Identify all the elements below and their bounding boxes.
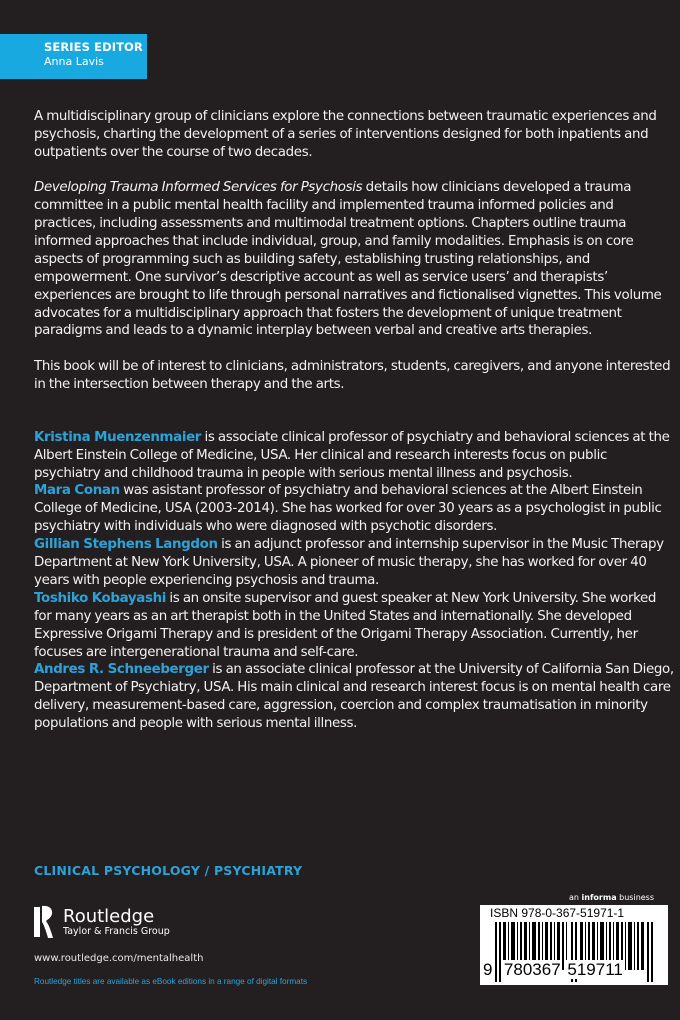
author-bio-text: was asistant professor of psychiatry and behavioral sciences at the Albert Einstein College of Medicine, USA (2003-2014). She has worked for over 30 years as a psychologist in public psychiatry with individuals who were diagnosed with psychotic disorders.: [34, 483, 662, 535]
author-bio: [34, 482, 674, 536]
author-name: Andres R. Schneeberger: [34, 662, 209, 678]
barcode-digits: 9 780367 519711: [483, 960, 623, 979]
author-name: Toshiko Kobayashi: [34, 590, 167, 606]
author-name: Gillian Stephens Langdon: [34, 537, 218, 553]
description-paragraph-1: A multidisciplinary group of clinicians explore the connections between traumatic experiences and psychosis, charting the development of a series of interventions designed for both inpatients and outpatients over the course of two decades.: [34, 109, 657, 160]
series-editor-name: Anna Lavis: [44, 55, 104, 68]
r-glyph-icon: [41, 905, 54, 939]
informa-business-label: an informa business: [569, 893, 655, 902]
publisher-group: Taylor & Francis Group: [63, 925, 170, 937]
routledge-r-icon: [34, 905, 54, 939]
author-name: Mara Conan: [34, 483, 120, 499]
isbn-barcode: [480, 905, 668, 985]
ebook-note: Routledge titles are available as eBook editions in a range of digital formats: [34, 977, 308, 986]
author-bios: [34, 429, 674, 733]
author-bio: [34, 429, 674, 483]
series-editor-box: [0, 34, 147, 79]
subject-category: CLINICAL PSYCHOLOGY / PSYCHIATRY: [34, 863, 303, 878]
author-bio: [34, 590, 674, 662]
author-bio: [34, 661, 674, 733]
publisher-url[interactable]: www.routledge.com/mentalhealth: [34, 953, 204, 964]
author-bio: [34, 536, 674, 590]
series-editor-title: SERIES EDITOR: [44, 40, 143, 54]
book-title-italic: Developing Trauma Informed Services for Psychosis: [34, 180, 363, 196]
author-bio-text: is an adjunct professor and internship supervisor in the Music Therapy Department at New York University, USA. A pioneer of music therapy, she has worked for over 40 years with people experiencing psychosis and trauma.: [34, 537, 664, 588]
description-paragraph-2-text: details how clinicians developed a trauma committee in a public mental health facility and implemented trauma informed policies and practices, including assessments and multimodal treatment options. Chapters outline trauma informed approaches that include individual, group, and family modalities. Emphasis is on core aspects of programming such as building safety, establishing trusting relationships, and empowerment. One survivor’s descriptive account as well as service users’ and therapists’ experiences are brought to life through personal narratives and fictionalised vignettes. This volume advocates for a multidisciplinary approach that fosters the development of unique treatment paradigms and leads to a dynamic interplay between verbal and creative arts therapies.: [34, 180, 662, 339]
back-cover-content: [34, 108, 674, 733]
author-bio-text: is an associate clinical professor at the University of California San Diego, Department of Psychiatry, USA. His main clinical and research interest focus is on mental health care delivery, measurement-based care, aggression, coercion and complex traumatisation in minority populations and people with serious mental illness.: [34, 662, 674, 732]
author-bio-text: is an onsite supervisor and guest speaker at New York University. She worked for many years as an art therapist both in the United States and internationally. She developed Expressive Origami Therapy and is president of the Origami Therapy Association. Currently, her focuses are intergenerational trauma and self-care.: [34, 590, 657, 660]
description-paragraph-3: This book will be of interest to clinicians, administrators, students, caregivers, and anyone interested in the intersection between therapy and the arts.: [34, 358, 671, 392]
author-name: Kristina Muenzenmaier: [34, 429, 202, 445]
description-paragraph-2: [34, 179, 674, 340]
author-bio-text: is associate clinical professor of psychiatry and behavioral sciences at the Albert Einstein College of Medicine, USA. Her clinical and research interests focus on public psychiatry and childhood trauma in people with serious mental illness and psychosis.: [34, 429, 670, 481]
publisher-name: Routledge: [63, 905, 155, 927]
routledge-logo: [34, 905, 170, 939]
isbn-label: ISBN 978-0-367-51971-1: [490, 906, 625, 920]
